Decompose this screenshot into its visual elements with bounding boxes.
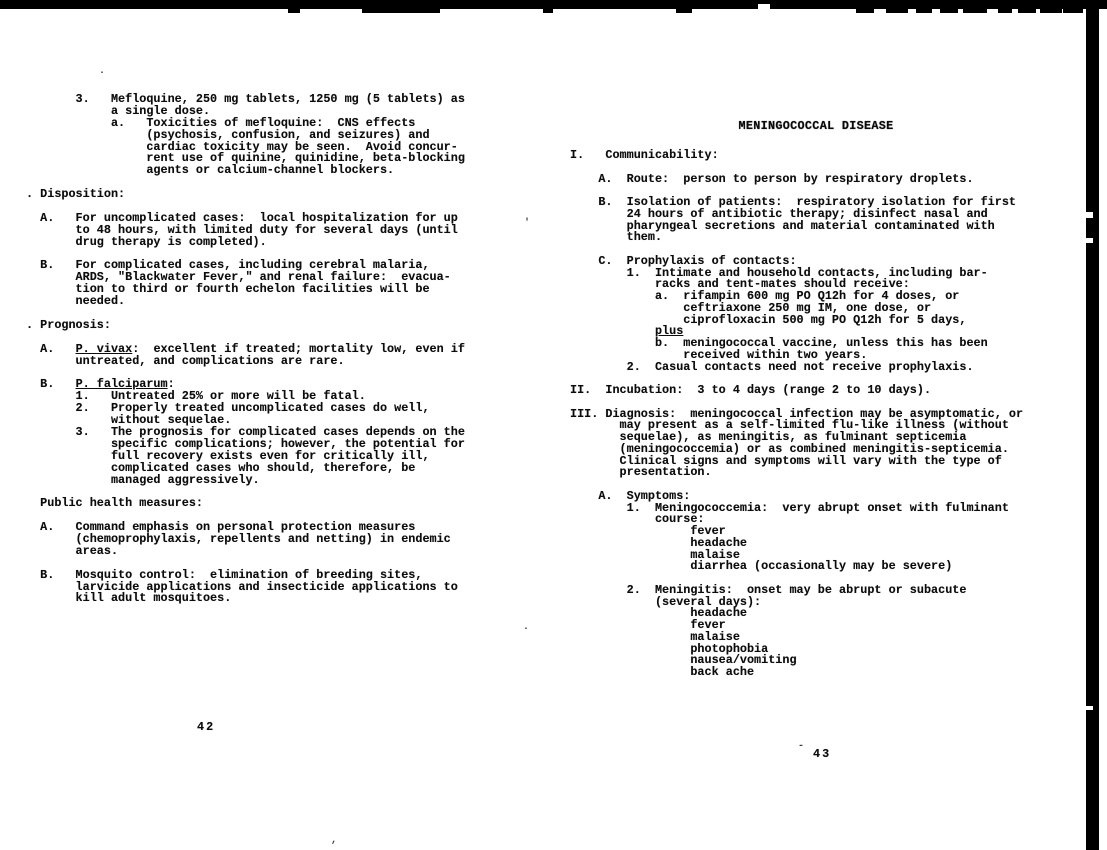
text-line: back ache bbox=[570, 665, 755, 679]
scan-edge-right bbox=[1086, 0, 1099, 850]
text-line: fever bbox=[570, 524, 726, 538]
text-line: II. Incubation: 3 to 4 days (range 2 to 10 days). bbox=[570, 383, 932, 397]
text-line: 2. Properly treated uncomplicated cases do well, bbox=[26, 401, 430, 416]
text-line: received within two years. bbox=[570, 347, 868, 362]
scan-noise bbox=[676, 8, 692, 13]
text-line: presentation. bbox=[570, 465, 712, 480]
text-line: headache bbox=[570, 535, 747, 550]
text-line: ceftriaxone 250 mg IM, one dose, or bbox=[570, 300, 932, 315]
right-page-text bbox=[570, 150, 1023, 679]
page-number-left: 42 bbox=[197, 720, 216, 734]
text-line: diarrhea (occasionally may be severe) bbox=[570, 559, 953, 574]
text-line: course: bbox=[570, 512, 705, 527]
scan-noise bbox=[1040, 8, 1062, 13]
text-line: them. bbox=[570, 230, 663, 245]
scan-noise bbox=[1063, 8, 1083, 13]
text-line: fever bbox=[570, 618, 726, 632]
text-line: without sequelae. bbox=[26, 413, 232, 428]
text-line: 2. Meningitis: onset may be abrupt or subacute bbox=[570, 582, 967, 597]
scan-speck: - bbox=[798, 741, 805, 752]
text-line: 24 hours of antibiotic therapy; disinfect nasal and bbox=[570, 206, 988, 221]
scan-noise bbox=[1018, 8, 1036, 13]
text-line: full recovery exists even for critically ill, bbox=[26, 448, 430, 463]
text-line: managed aggressively. bbox=[26, 472, 260, 487]
text-line: Public health measures: bbox=[26, 496, 203, 511]
text-line: complicated cases who should, therefore, be bbox=[26, 460, 416, 475]
scan-noise bbox=[963, 8, 987, 13]
text-line: malaise bbox=[570, 547, 740, 562]
text-line: tion to third or fourth echelon facilities will be bbox=[26, 282, 430, 297]
scan-noise bbox=[916, 8, 932, 13]
scan-noise bbox=[1086, 212, 1093, 218]
text-line: agents or calcium-channel blockers. bbox=[26, 163, 395, 178]
text-line: (psychosis, confusion, and seizures) and bbox=[26, 127, 430, 142]
scan-speck: . bbox=[99, 66, 106, 77]
text-line: may present as a self-limited flu-like illness (without bbox=[570, 418, 1009, 433]
page-number-right: 43 bbox=[813, 747, 832, 761]
left-page-text bbox=[26, 94, 465, 605]
text-line: B. Isolation of patients: respiratory isolation for first bbox=[570, 195, 1016, 209]
text-line: B. P. falciparum: bbox=[26, 377, 175, 392]
page-title: MENINGOCOCCAL DISEASE bbox=[738, 119, 894, 133]
text-line: Clinical signs and symptoms will vary with the type of bbox=[570, 453, 1002, 468]
text-line: . Disposition: bbox=[26, 187, 126, 202]
text-line: malaise bbox=[570, 629, 740, 644]
text-line: rent use of quinine, quinidine, beta-blocking bbox=[26, 151, 465, 166]
scan-noise bbox=[1086, 238, 1093, 243]
text-line: nausea/vomiting bbox=[570, 653, 797, 668]
text-line: areas. bbox=[26, 543, 119, 558]
scan-noise bbox=[886, 8, 908, 13]
text-line: C. Prophylaxis of contacts: bbox=[570, 253, 797, 268]
text-line: B. Mosquito control: elimination of breeding sites, bbox=[26, 567, 423, 582]
text-line: A. For uncomplicated cases: local hospitalization for up bbox=[26, 210, 458, 225]
text-line: photophobia bbox=[570, 641, 769, 656]
text-line: (chemoprophylaxis, repellents and netting) in endemic bbox=[26, 531, 451, 546]
text-line: B. For complicated cases, including cerebral malaria, bbox=[26, 258, 430, 273]
text-line: a. rifampin 600 mg PO Q12h for 4 doses, or bbox=[570, 289, 960, 303]
text-line: b. meningococcal vaccine, unless this has been bbox=[570, 336, 988, 350]
text-line: 1. Meningococcemia: very abrupt onset with fulminant bbox=[570, 500, 1009, 515]
text-line: A. Route: person to person by respiratory droplets. bbox=[570, 171, 974, 186]
text-line: racks and tent-mates should receive: bbox=[570, 277, 910, 292]
text-line: drug therapy is completed). bbox=[26, 234, 267, 249]
text-line: ciprofloxacin 500 mg PO Q12h for 5 days, bbox=[570, 312, 967, 327]
text-line: cardiac toxicity may be seen. Avoid concur- bbox=[26, 139, 458, 154]
text-line: 2. Casual contacts need not receive prophylaxis. bbox=[570, 359, 974, 374]
text-line: headache bbox=[570, 606, 747, 621]
text-line: 3. Mefloquine, 250 mg tablets, 1250 mg (5 tablets) as bbox=[26, 92, 465, 106]
scan-speck: , bbox=[331, 835, 338, 846]
text-line: larvicide applications and insecticide applications to bbox=[26, 579, 458, 594]
scan-noise bbox=[940, 8, 958, 13]
text-line: plus bbox=[654, 324, 684, 339]
scan-noise bbox=[998, 8, 1012, 13]
text-line: a. Toxicities of mefloquine: CNS effects bbox=[26, 115, 416, 130]
scan-noise bbox=[758, 4, 770, 9]
scan-noise bbox=[1086, 706, 1093, 710]
text-line: 1. Intimate and household contacts, including bar- bbox=[570, 265, 988, 280]
text-line: sequelae), as meningitis, as fulminant septicemia bbox=[570, 430, 967, 444]
scan-noise bbox=[543, 8, 553, 13]
text-line: pharyngeal secretions and material contaminated with bbox=[570, 218, 995, 233]
text-line: specific complications; however, the potential for bbox=[26, 436, 465, 451]
scan-noise bbox=[288, 8, 300, 13]
text-line: 3. The prognosis for complicated cases depends on the bbox=[26, 424, 465, 439]
text-line: (several days): bbox=[570, 594, 762, 609]
text-line: . Prognosis: bbox=[26, 317, 111, 332]
text-line: I. Communicability: bbox=[570, 148, 719, 162]
scan-speck: . bbox=[523, 622, 530, 633]
text-line: A. Symptoms: bbox=[570, 488, 691, 503]
scan-noise bbox=[362, 8, 440, 13]
text-line: (meningococcemia) or as combined meningitis-septicemia. bbox=[570, 441, 1009, 456]
text-line: 1. Untreated 25% or more will be fatal. bbox=[26, 389, 366, 404]
text-line: ARDS, "Blackwater Fever," and renal failure: evacua- bbox=[26, 270, 451, 285]
text-line: to 48 hours, with limited duty for several days (until bbox=[26, 222, 458, 237]
text-line: untreated, and complications are rare. bbox=[26, 353, 345, 368]
scan-speck: ' bbox=[524, 218, 531, 229]
text-line: kill adult mosquitoes. bbox=[26, 591, 232, 606]
text-line: A. P. vivax: excellent if treated; mortality low, even if bbox=[26, 341, 465, 356]
text-line: III. Diagnosis: meningococcal infection may be asymptomatic, or bbox=[570, 406, 1024, 421]
text-line: needed. bbox=[26, 294, 126, 309]
text-line: A. Command emphasis on personal protection measures bbox=[26, 520, 416, 535]
text-line: a single dose. bbox=[26, 103, 211, 118]
scan-noise bbox=[856, 8, 874, 13]
